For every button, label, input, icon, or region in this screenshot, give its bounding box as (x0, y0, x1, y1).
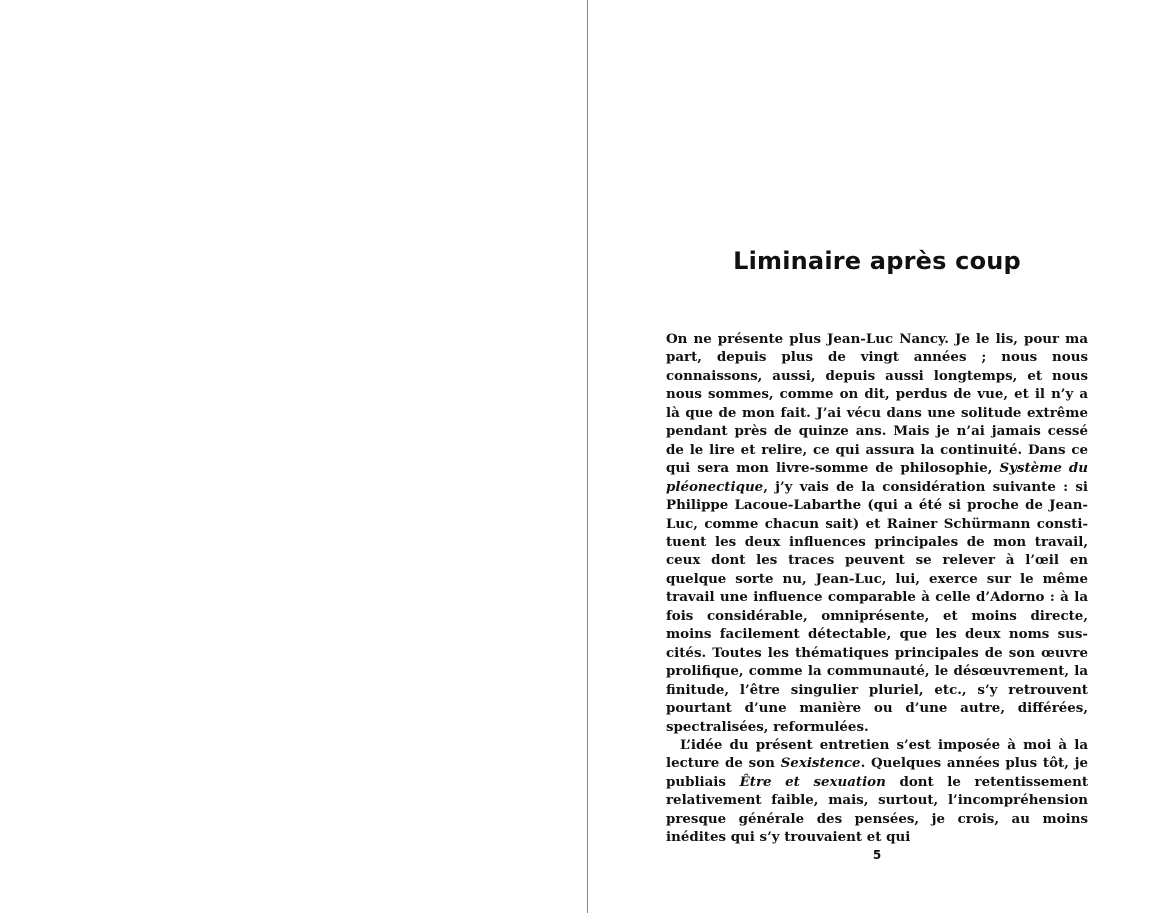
text-run: dont le retentissement relativement faible, mais, surtout, l’incompréhension presque générale des pensées, je crois, au moins inédites qui s’y trouvaient et qui (666, 773, 1089, 846)
left-page-blank (0, 0, 587, 913)
paragraph (666, 736, 1088, 847)
text-run: L’idée du présent entretien s’est imposée à moi à la lecture de son (666, 736, 1088, 772)
page-number: 5 (872, 848, 882, 862)
italic-title: Être et sexuation (739, 773, 886, 790)
body-text (666, 330, 1088, 847)
text-run: On ne présente plus Jean-Luc Nancy. Je le lis, pour ma part, depuis plus de vingt années ; nous nous connaissons, aussi, depuis aussi longtemps, et nous nous sommes, comme on dit, perdus de vue, et il n’y a là que de mon fait. J’ai vécu dans une solitude extrême pendant près de quinze ans. Mais je n’ai jamais cessé de le lire et relire, ce qui assura la continuité. Dans ce qui sera mon livre-somme de philosophie, (666, 331, 1088, 477)
chapter-title: Liminaire après coup (733, 247, 1021, 275)
text-run: , j’y vais de la considération suivante : si Philippe Lacoue-Labarthe (qui a été si proche de Jean-Luc, comme chacun sait) et Rainer Schürmann constituent les deux influences principales de mon travail, ceux dont les traces peuvent se relever à l’œil en quelque sorte nu, Jean-Luc, lui, exerce sur le même travail une influence comparable à celle d’Adorno : à la fois considérable, omniprésente, et moins directe, moins facilement détectable, que les deux noms sus-cités. Toutes les thématiques principales de son œuvre prolifique, comme la communauté, le désœuvrement, la finitude, l’être singulier pluriel, etc., s’y retrouvent pourtant d’une manière ou d’une autre, différées, spectralisées, reformulées. (666, 478, 1088, 735)
italic-title: Système du pléonectique (666, 460, 1088, 495)
paragraph (666, 330, 1088, 736)
right-page (588, 0, 1175, 913)
text-run: . Quelques années plus tôt, je publiais (666, 755, 1088, 790)
italic-title: Sexistence (780, 755, 861, 772)
